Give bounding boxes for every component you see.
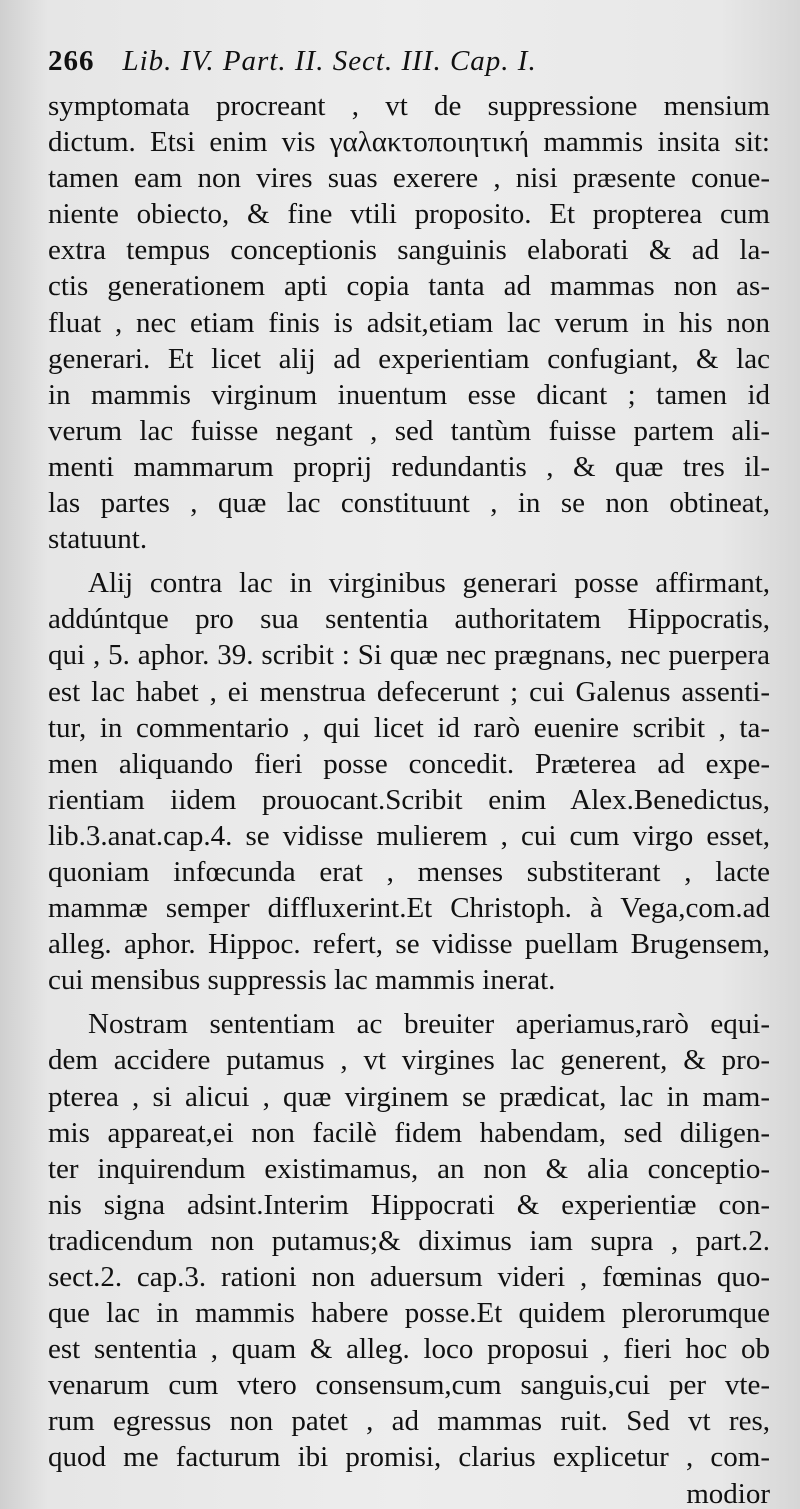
- text-line: verum lac fuisse negant , sed tantùm fuisse partem ali-: [48, 414, 770, 447]
- text-line: tradicendum non putamus;& diximus iam supra , part.2.: [48, 1224, 770, 1257]
- text-line: pterea , si alicui , quæ virginem se prædicat, lac in mam-: [48, 1080, 770, 1113]
- text-line: rum egressus non patet , ad mammas ruit. Sed vt res,: [48, 1405, 770, 1438]
- text-line: statuunt.: [48, 523, 148, 556]
- paragraph-1: [48, 88, 770, 557]
- text-line: tur, in commentario , qui licet id rarò euenire scribit , ta-: [48, 711, 770, 744]
- text-line: las partes , quæ lac constituunt , in se non obtineat,: [48, 487, 770, 520]
- paragraph-3: [48, 1006, 770, 1475]
- text-line: quod me facturum ibi promisi, clarius explicetur , com-: [48, 1441, 770, 1474]
- running-header: [48, 34, 770, 88]
- text-line: rientiam iidem prouocant.Scribit enim Alex.Benedictus,: [48, 783, 770, 816]
- text-line: niente obiecto, & fine vtili proposito. Et propterea cum: [48, 198, 770, 231]
- text-line: que lac in mammis habere posse.Et quidem plerorumque: [48, 1297, 770, 1330]
- text-line: nis signa adsint.Interim Hippocrati & experientiæ con-: [48, 1188, 770, 1221]
- text-line: qui , 5. aphor. 39. scribit : Si quæ nec prægnans, nec puerpera: [48, 639, 770, 672]
- text-line: dictum. Etsi enim vis γαλακτοποιητική mammis insita sit:: [48, 126, 770, 159]
- text-line: quoniam infœcunda erat , menses substiterant , lacte: [48, 855, 770, 888]
- text-line: addúntque pro sua sententia authoritatem Hippocratis,: [48, 603, 770, 636]
- text-line: dem accidere putamus , vt virgines lac generent, & pro-: [48, 1044, 770, 1077]
- text-line: in mammis virginum inuentum esse dicant ; tamen id: [48, 378, 770, 411]
- page-text-block: [48, 34, 770, 1509]
- running-title: Lib. IV. Part. II. Sect. III. Cap. I.: [122, 45, 537, 77]
- text-line: Alij contra lac in virginibus generari posse affirmant,: [88, 567, 770, 600]
- text-line: ctis generationem apti copia tanta ad mammas non as-: [48, 270, 770, 303]
- text-line: menti mammarum proprij redundantis , & quæ tres il-: [48, 450, 770, 483]
- text-line: alleg. aphor. Hippoc. refert, se vidisse puellam Brugensem,: [48, 928, 770, 961]
- paragraph-2: [48, 565, 770, 998]
- text-line: ter inquirendum existimamus, an non & alia conceptio-: [48, 1152, 770, 1185]
- text-line: symptomata procreant , vt de suppressione mensium: [48, 90, 770, 122]
- text-line: generari. Et licet alij ad experientiam confugiant, & lac: [48, 342, 770, 375]
- catchword: modior: [686, 1477, 770, 1509]
- text-line: tamen eam non vires suas exerere , nisi præsente conue-: [48, 162, 770, 195]
- text-line: Nostram sententiam ac breuiter aperiamus,rarò equi-: [88, 1008, 770, 1041]
- text-line: venarum cum vtero consensum,cum sanguis,cui per vte-: [48, 1369, 770, 1402]
- text-line: mis appareat,ei non facilè fidem habendam, sed diligen-: [48, 1116, 770, 1149]
- text-line: lib.3.anat.cap.4. se vidisse mulierem , cui cum virgo esset,: [48, 819, 770, 852]
- text-line: est lac habet , ei menstrua defecerunt ; cui Galenus assenti-: [48, 675, 770, 708]
- text-line: men aliquando fieri posse concedit. Præterea ad expe-: [48, 747, 770, 780]
- text-line: fluat , nec etiam finis is adsit,etiam lac verum in his non: [48, 306, 770, 339]
- text-line: sect.2. cap.3. rationi non aduersum videri , fœminas quo-: [48, 1261, 770, 1293]
- text-line: cui mensibus suppressis lac mammis inerat.: [48, 964, 556, 997]
- text-line: mammæ semper diffluxerint.Et Christoph. à Vega,com.ad: [48, 892, 770, 925]
- text-line: extra tempus conceptionis sanguinis elaborati & ad la-: [48, 234, 770, 267]
- page-number: 266: [48, 45, 95, 77]
- text-line: est sententia , quam & alleg. loco proposui , fieri hoc ob: [48, 1333, 770, 1366]
